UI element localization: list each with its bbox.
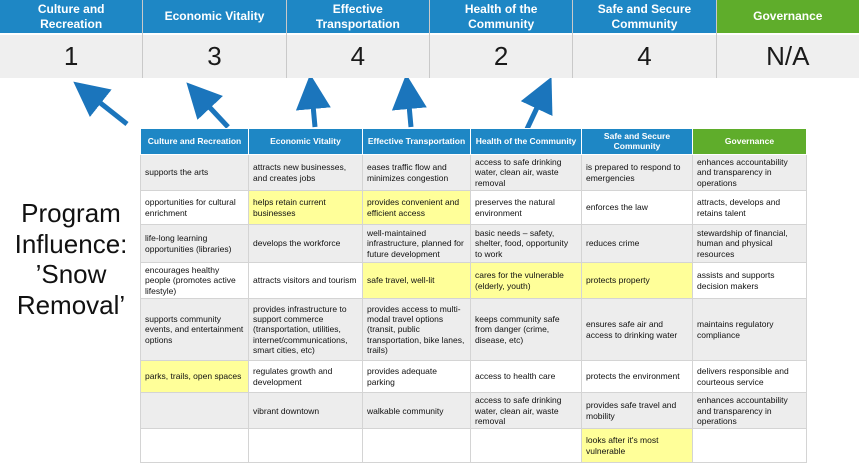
matrix-header-row (141, 129, 807, 155)
matrix-row (141, 263, 807, 299)
category-score: 2 (430, 35, 572, 78)
matrix-header-cell: Health of the Community (471, 129, 582, 155)
matrix-cell: eases traffic flow and minimizes congestion (363, 155, 471, 191)
matrix-row (141, 225, 807, 263)
matrix-cell: provides access to multi-modal travel options (transit, public transportation, bike lanes, trails) (363, 299, 471, 361)
scoreboard-column-2 (287, 0, 430, 78)
category-label: Culture and Recreation (0, 0, 142, 35)
matrix-row (141, 299, 807, 361)
up-arrow-icon (408, 94, 411, 127)
matrix-cell: attracts new businesses, and creates jobs (249, 155, 363, 191)
matrix-cell: access to health care (471, 361, 582, 393)
category-score: 4 (573, 35, 715, 78)
matrix-cell: assists and supports decision makers (693, 263, 807, 299)
matrix-cell: provides adequate parking (363, 361, 471, 393)
category-score: 4 (287, 35, 429, 78)
category-score: 1 (0, 35, 142, 78)
matrix-cell: parks, trails, open spaces (141, 361, 249, 393)
matrix-row (141, 155, 807, 191)
matrix-cell: encourages healthy people (promotes active lifestyle) (141, 263, 249, 299)
matrix-row (141, 191, 807, 225)
matrix-cell: ensures safe air and access to drinking water (582, 299, 693, 361)
matrix-cell: supports the arts (141, 155, 249, 191)
matrix-cell: vibrant downtown (249, 393, 363, 429)
up-arrow-icon (89, 94, 127, 124)
matrix-cell: enforces the law (582, 191, 693, 225)
category-label: Health of the Community (430, 0, 572, 35)
category-label: Economic Vitality (143, 0, 285, 35)
matrix-cell: delivers responsible and courteous service (693, 361, 807, 393)
scoreboard-column-0 (0, 0, 143, 78)
matrix-body (141, 155, 807, 463)
matrix-cell: develops the workforce (249, 225, 363, 263)
matrix-cell: protects the environment (582, 361, 693, 393)
matrix-cell: safe travel, well-lit (363, 263, 471, 299)
scoreboard-column-5 (717, 0, 859, 78)
matrix-cell (141, 393, 249, 429)
scoreboard-column-4 (573, 0, 716, 78)
matrix-cell: access to safe drinking water, clean air, waste removal (471, 393, 582, 429)
matrix-cell: maintains regulatory compliance (693, 299, 807, 361)
matrix-header-cell: Culture and Recreation (141, 129, 249, 155)
arrow-band (0, 78, 859, 130)
matrix-cell: provides safe travel and mobility (582, 393, 693, 429)
matrix-cell: supports community events, and entertainment options (141, 299, 249, 361)
matrix-cell (693, 429, 807, 463)
matrix-cell (471, 429, 582, 463)
matrix-cell: reduces crime (582, 225, 693, 263)
category-label: Safe and Secure Community (573, 0, 715, 35)
matrix-cell: looks after it's most vulnerable (582, 429, 693, 463)
category-score: 3 (143, 35, 285, 78)
matrix-cell: protects property (582, 263, 693, 299)
matrix-cell: access to safe drinking water, clean air, waste removal (471, 155, 582, 191)
matrix-cell: helps retain current businesses (249, 191, 363, 225)
matrix-cell: provides convenient and efficient access (363, 191, 471, 225)
up-arrow-icon (312, 94, 315, 127)
scoreboard (0, 0, 859, 78)
up-arrow-icon (527, 95, 543, 129)
matrix-cell: cares for the vulnerable (elderly, youth) (471, 263, 582, 299)
matrix-cell: attracts, develops and retains talent (693, 191, 807, 225)
matrix-cell: life-long learning opportunities (libraries) (141, 225, 249, 263)
category-label: Effective Transportation (287, 0, 429, 35)
matrix-cell: basic needs – safety, shelter, food, opportunity to work (471, 225, 582, 263)
matrix-header-cell: Safe and Secure Community (582, 129, 693, 155)
matrix-row (141, 429, 807, 463)
matrix-cell: opportunities for cultural enrichment (141, 191, 249, 225)
matrix-cell: regulates growth and development (249, 361, 363, 393)
matrix-cell: keeps community safe from danger (crime, disease, etc) (471, 299, 582, 361)
matrix-cell: provides infrastructure to support commerce (transportation, utilities, internet/communications, smart cities, etc) (249, 299, 363, 361)
up-arrow-icon (200, 97, 228, 127)
matrix-row (141, 393, 807, 429)
matrix-header-cell: Effective Transportation (363, 129, 471, 155)
category-score: N/A (717, 35, 859, 78)
matrix-cell: enhances accountability and transparency in operations (693, 155, 807, 191)
matrix-cell: enhances accountability and transparency in operations (693, 393, 807, 429)
scoreboard-column-3 (430, 0, 573, 78)
matrix-header-cell: Economic Vitality (249, 129, 363, 155)
matrix-cell: walkable community (363, 393, 471, 429)
matrix-cell (363, 429, 471, 463)
matrix-cell: attracts visitors and tourism (249, 263, 363, 299)
scoreboard-column-1 (143, 0, 286, 78)
matrix-cell: well-maintained infrastructure, planned for future development (363, 225, 471, 263)
matrix-cell (141, 429, 249, 463)
category-label: Governance (717, 0, 859, 35)
matrix-header-cell: Governance (693, 129, 807, 155)
matrix-cell (249, 429, 363, 463)
page-title: Program Influence: ’Snow Removal’ (14, 198, 128, 321)
matrix-cell: preserves the natural environment (471, 191, 582, 225)
influence-matrix (140, 128, 807, 463)
matrix-row (141, 361, 807, 393)
matrix-cell: is prepared to respond to emergencies (582, 155, 693, 191)
matrix-cell: stewardship of financial, human and physical resources (693, 225, 807, 263)
